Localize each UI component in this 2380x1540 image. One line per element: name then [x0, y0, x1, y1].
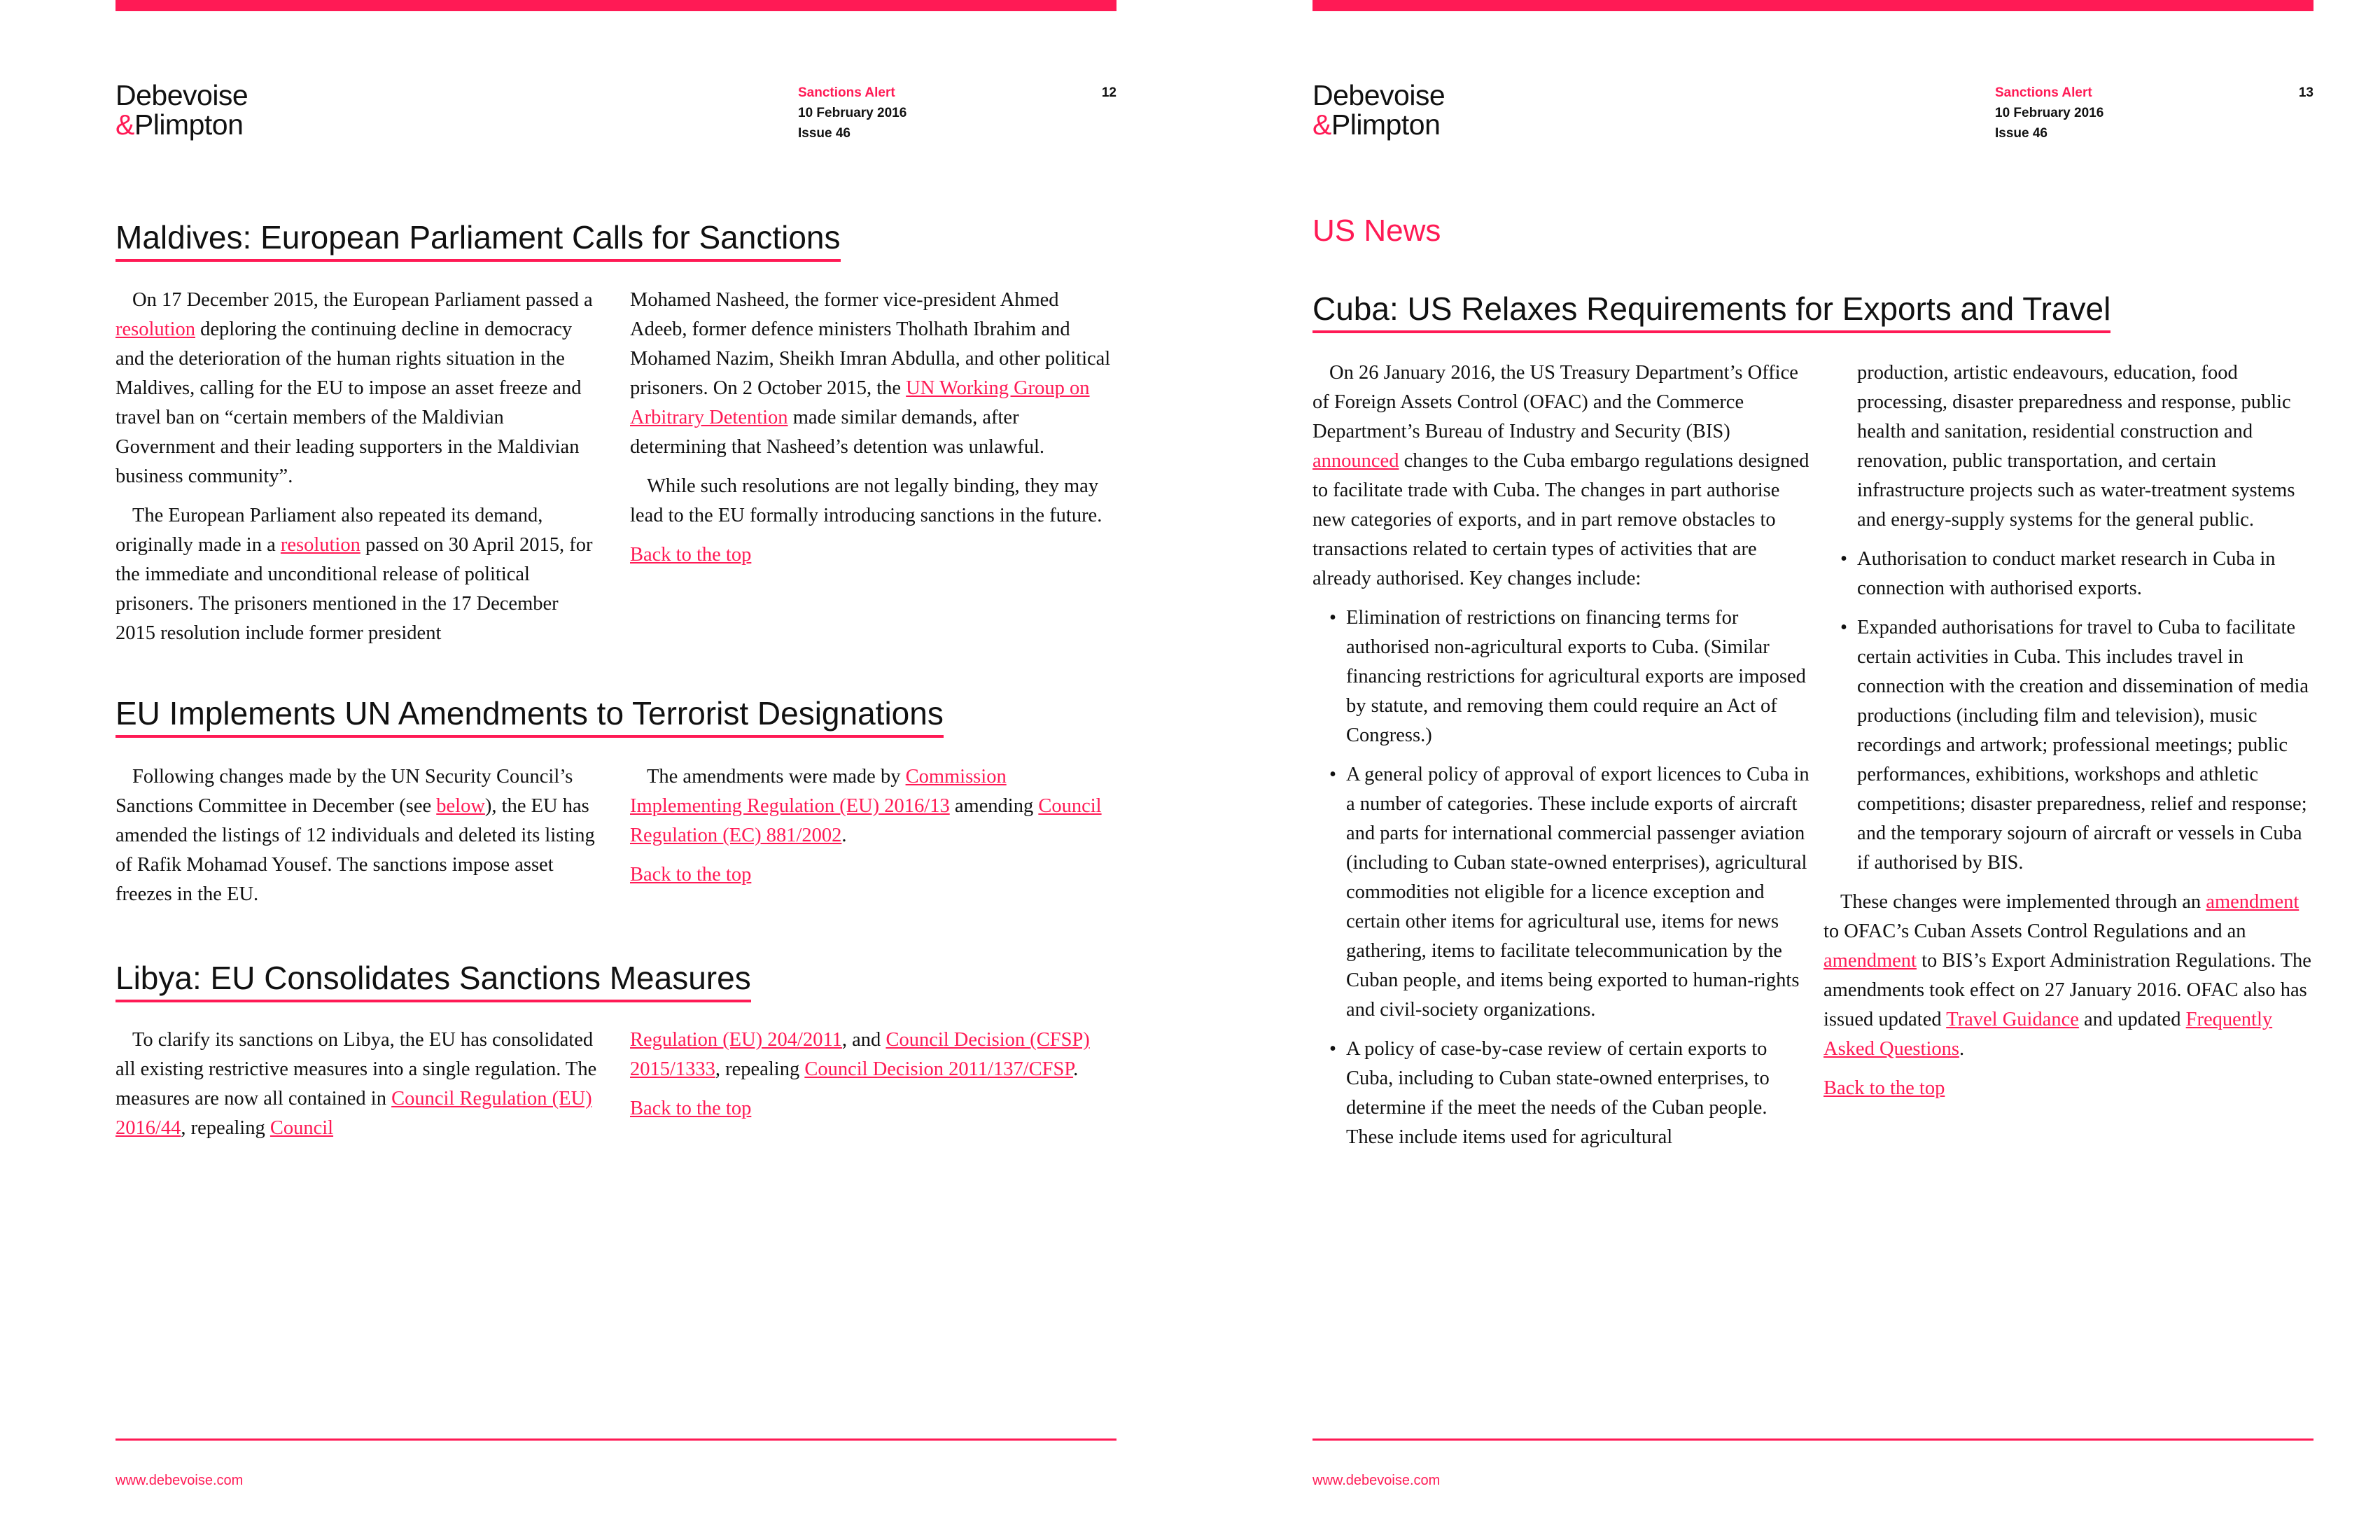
debevoise-logo [115, 80, 248, 139]
article-title-cuba: Cuba: US Relaxes Requirements for Exports and Travel [1312, 288, 2110, 333]
inline-link[interactable]: resolution [115, 318, 195, 340]
paragraph: Mohamed Nasheed, the former vice-president Ahmed Adeeb, former defence ministers Tholhath Ibrahim and Mohamed Nazim, Sheikh Imran Abdulla, and other political prisoners. On 2 October 2015, the UN Working Group on Arbitrary Detention made similar demands, after determining that Nasheed’s detention was unlawful. [630, 289, 1111, 458]
page-number: 13 [2298, 85, 2314, 100]
cuba-col-2 [1823, 358, 2314, 1113]
list-item: • A policy of case-by-case review of certain exports to Cuba, including to Cuban state-owned enterprises, to determine if the meet the needs of the Cuban people. These include items used for agricultural [1346, 1035, 1813, 1152]
paragraph: The European Parliament also repeated its demand, originally made in a resolution passed on 30 April 2015, for the immediate and unconditional release of political prisoners. The prisoners mentioned in the 17 December 2015 resolution include former president [115, 505, 593, 644]
footer-rule [115, 1438, 1116, 1441]
logo-line-1: Debevoise [115, 79, 248, 111]
paragraph: To clarify its sanctions on Libya, the EU has consolidated all existing restrictive measures into a single regulation. The measures are now all contained in Council Regulation (EU) 2016/44, repealing Council [115, 1029, 597, 1139]
paragraph: On 26 January 2016, the US Treasury Department’s Office of Foreign Assets Control (OFAC) and the Commerce Department’s Bureau of Industry and Security (BIS) announced changes to the Cuba embargo regulations designed to facilitate trade with Cuba. The changes in part authorise new categories of exports, and in part remove obstacles to transactions related to certain types of activities that are already authorised. Key changes include: [1312, 362, 1809, 589]
list-item: • A general policy of approval of export licences to Cuba in a number of categories. These include exports of aircraft and parts for international commercial passenger aviation (including to Cuban state-owned enterprises), agricultural commodities not eligible for a licence exception and certain other items for agricultural use, items for news gathering, items to facilitate telecommunication by the Cuban people, and items being exported to human-rights and civil-society organizations. [1346, 760, 1813, 1025]
list-item: • Expanded authorisations for travel to Cuba to facilitate certain activities in Cuba. This includes travel in connection with the creation and dissemination of media productions (including film and television), music recordings and artwork; professional meetings; public performances, exhibitions, workshops and athletic competitions; disaster preparedness, relief and response; and the temporary sojourn of aircraft or vessels in Cuba if authorised by BIS. [1857, 613, 2314, 878]
inline-link[interactable]: Travel Guidance [1946, 1009, 2079, 1030]
maldives-col-1 [115, 286, 602, 658]
footer-url[interactable]: www.debevoise.com [1312, 1473, 1441, 1488]
publication-name: Sanctions Alert [798, 85, 895, 100]
list-item: • Authorisation to conduct market research in Cuba in connection with authorised exports. [1857, 545, 2314, 603]
issue-date: 10 February 2016 [798, 106, 907, 120]
publication-name: Sanctions Alert [1995, 85, 2092, 100]
maldives-col-2 [630, 286, 1116, 580]
paragraph: Following changes made by the UN Security Council’s Sanctions Committee in December (see below), the EU has amended the listings of 12 individuals and deleted its listing of Rafik Mohamad Yousef. The sanctions impose asset freezes in the EU. [115, 766, 595, 905]
inline-link[interactable]: Regulation (EU) 204/2011 [630, 1029, 842, 1051]
terrorist-col-2 [630, 762, 1116, 899]
paragraph: On 17 December 2015, the European Parliament passed a resolution deploring the continuing decline in democracy and the deterioration of the human rights situation in the Maldives, calling for the EU to impose an asset freeze and travel ban on “certain members of the Maldivian Government and their leading supporters in the Maldivian business community”. [115, 289, 593, 487]
list-item: • Elimination of restrictions on financing terms for authorised non-agricultural exports to Cuba. (Similar financing restrictions for agricultural exports are imposed by statute, and removing them could require an Act of Congress.) [1346, 603, 1813, 750]
logo-ampersand: & [115, 108, 134, 141]
paragraph: Regulation (EU) 204/2011, and Council Decision (CFSP) 2015/1333, repealing Council Decision 2011/137/CFSP. [630, 1029, 1090, 1080]
bullet-list [1823, 358, 2314, 878]
page-12 [115, 0, 1116, 1540]
back-to-top-link[interactable]: Back to the top [1823, 1077, 1945, 1099]
terrorist-col-1 [115, 762, 602, 919]
libya-col-1 [115, 1026, 602, 1153]
section-label: US News [1312, 214, 1441, 248]
inline-link[interactable]: Frequently Asked Questions [1823, 1009, 2273, 1060]
masthead [798, 83, 906, 144]
article-title-libya: Libya: EU Consolidates Sanctions Measures [115, 958, 751, 1002]
issue-number: Issue 46 [798, 126, 850, 141]
footer-rule [1312, 1438, 2314, 1441]
top-accent-bar [115, 0, 1116, 11]
list-item-continuation: production, artistic endeavours, education, food processing, disaster preparedness and response, public health and sanitation, residential construction and renovation, public transportation, and certain infrastructure projects such as water-treatment systems and energy-supply systems for the general public. [1857, 362, 2295, 531]
inline-link[interactable]: resolution [280, 534, 360, 556]
inline-link[interactable]: Council Regulation (EC) 881/2002 [630, 795, 1102, 846]
paragraph: While such resolutions are not legally binding, they may lead to the EU formally introducing sanctions in the future. [630, 475, 1102, 526]
masthead [1995, 83, 2104, 144]
libya-col-2 [630, 1026, 1116, 1133]
inline-link[interactable]: below [436, 795, 485, 817]
inline-link[interactable]: Council Decision (CFSP) 2015/1333 [630, 1029, 1090, 1080]
top-accent-bar [1312, 0, 2314, 11]
article-title-terrorist-designations: EU Implements UN Amendments to Terrorist Designations [115, 693, 944, 738]
inline-link[interactable]: Commission Implementing Regulation (EU) 2016/13 [630, 766, 1007, 817]
logo-line-2 [115, 110, 248, 139]
cuba-col-1 [1312, 358, 1813, 1162]
back-to-top-link[interactable]: Back to the top [630, 1098, 752, 1119]
logo-line-2 [1312, 110, 1445, 139]
bullet-list [1312, 603, 1813, 1152]
inline-link[interactable]: UN Working Group on Arbitrary Detention [630, 377, 1090, 428]
inline-link[interactable]: Council [270, 1117, 334, 1139]
logo-line-2-text: Plimpton [1331, 108, 1441, 141]
back-to-top-link[interactable]: Back to the top [630, 864, 752, 886]
page-number: 12 [1101, 85, 1116, 100]
issue-date: 10 February 2016 [1995, 106, 2104, 120]
logo-line-2-text: Plimpton [134, 108, 244, 141]
issue-number: Issue 46 [1995, 126, 2047, 141]
logo-line-1: Debevoise [1312, 79, 1446, 111]
inline-link[interactable]: amendment [2206, 891, 2300, 913]
inline-link[interactable]: Council Decision 2011/137/CFSP [804, 1058, 1074, 1080]
back-to-top-link[interactable]: Back to the top [630, 544, 752, 566]
debevoise-logo [1312, 80, 1445, 139]
article-title-maldives: Maldives: European Parliament Calls for Sanctions [115, 217, 841, 262]
inline-link[interactable]: announced [1312, 450, 1399, 472]
page-13 [1312, 0, 2314, 1540]
paragraph: The amendments were made by Commission Implementing Regulation (EU) 2016/13 amending Council Regulation (EC) 881/2002. [630, 766, 1102, 846]
logo-ampersand: & [1312, 108, 1331, 141]
footer-url[interactable]: www.debevoise.com [115, 1473, 244, 1488]
paragraph: These changes were implemented through an amendment to OFAC’s Cuban Assets Control Regulations and an amendment to BIS’s Export Administration Regulations. The amendments took effect on 27 January 2016. OFAC also has issued updated Travel Guidance and updated Frequently Asked Questions. [1823, 891, 2311, 1060]
inline-link[interactable]: amendment [1823, 950, 1917, 972]
inline-link[interactable]: Council Regulation (EU) 2016/44 [115, 1088, 592, 1139]
